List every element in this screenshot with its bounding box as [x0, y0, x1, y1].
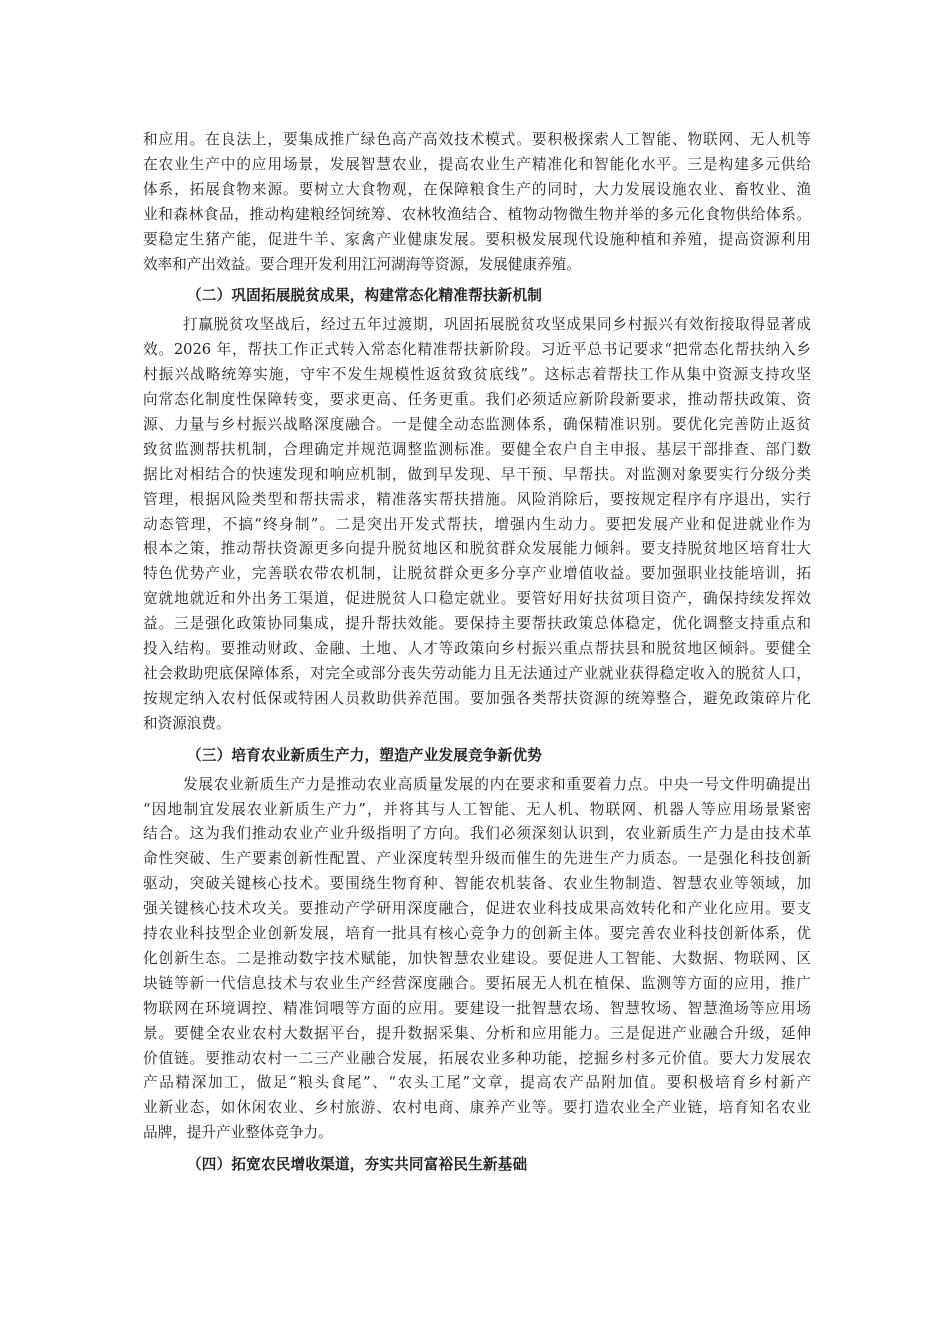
- paragraph-line: 效率和产出效益。要合理开发利用江河湖海等资源，发展健康养殖。: [143, 256, 581, 273]
- paragraph-line: 驱动，突破关键核心技术。要围绕生物育种、智能农机装备、农业生物制造、智慧农业等领域，加: [143, 875, 811, 892]
- paragraph-line: 价值链。要推动农村一二三产业融合发展，拓展农业多种功能，挖掘乡村多元价值。要大力发展农: [143, 1050, 811, 1067]
- paragraph-line: 强关键核心技术攻关。要推动产学研用深度融合，促进农业科技成果高效转化和产业化应用。要支: [143, 900, 811, 917]
- paragraph-line: 命性突破、生产要素创新性配置、产业深度转型升级而催生的先进生产力质态。一是强化科技创新: [143, 850, 811, 867]
- paragraph-line: “因地制宜发展农业新质生产力”，并将其与人工智能、无人机、物联网、机器人等应用场景紧密: [143, 801, 811, 818]
- paragraph-line: 向常态化制度性保障转变，要求更高、任务更重。我们必须适应新阶段新要求，推动帮扶政策、资: [143, 391, 811, 408]
- paragraph-line: 持农业科技型企业创新发展，培育一批具有核心竞争力的创新主体。要完善农业科技创新体系，优: [143, 925, 811, 942]
- paragraph-line: 根本之策，推动帮扶资源更多向提升脱贫地区和脱贫群众发展能力倾斜。要支持脱贫地区培育壮大: [143, 540, 811, 557]
- paragraph-line: 村振兴战略统筹实施，守牢不发生规模性返贫致贫底线”。这标志着帮扶工作从集中资源支持攻坚: [143, 366, 811, 383]
- paragraph-line: 按规定纳入农村低保或特困人员救助供养范围。要加强各类帮扶资源的统筹整合，避免政策碎片化: [143, 690, 811, 707]
- paragraph-line: 业新业态，如休闲农业、乡村旅游、农村电商、康养产业等。要打造农业全产业链，培育知名农业: [143, 1099, 811, 1116]
- section-heading: （二）巩固拓展脱贫成果，构建常态化精准帮扶新机制: [187, 287, 543, 304]
- paragraph-line: 产品精深加工，做足“粮头食尾”、“农头工尾”文章，提高农产品附加值。要积极培育乡村新产: [143, 1074, 811, 1091]
- section-heading: （四）拓宽农民增收渠道，夯实共同富裕民生新基础: [187, 1156, 528, 1173]
- paragraph-line: 和资源浪费。: [143, 715, 231, 732]
- paragraph-line: 体系，拓展食物来源。要树立大食物观，在保障粮食生产的同时，大力发展设施农业、畜牧业、渔: [143, 181, 811, 198]
- paragraph-line: 效。2026 年，帮扶工作正式转入常态化精准帮扶新阶段。习近平总书记要求“把常态化帮扶纳入乡: [143, 341, 811, 358]
- paragraph-line: 发展农业新质生产力是推动农业高质量发展的内在要求和重要着力点。中央一号文件明确提出: [183, 776, 811, 793]
- paragraph-line: 和应用。在良法上，要集成推广绿色高产高效技术模式。要积极探索人工智能、物联网、无人机等: [143, 131, 811, 148]
- paragraph-line: 动态管理，不搞“终身制”。二是突出开发式帮扶，增强内生动力。要把发展产业和促进就业作为: [143, 516, 811, 533]
- paragraph-line: 社会救助兜底保障体系，对完全或部分丧失劳动能力且无法通过产业就业获得稳定收入的脱贫人口，: [143, 665, 811, 682]
- section-heading: （三）培育农业新质生产力，塑造产业发展竞争新优势: [187, 747, 543, 764]
- paragraph-line: 投入结构。要推动财政、金融、土地、人才等政策向乡村振兴重点帮扶县和脱贫地区倾斜。要健全: [143, 640, 811, 657]
- paragraph-line: 化创新生态。二是推动数字技术赋能，加快智慧农业建设。要促进人工智能、大数据、物联网、区: [143, 950, 811, 967]
- paragraph-line: 品牌，提升产业整体竞争力。: [143, 1124, 333, 1141]
- paragraph-line: 据比对相结合的快速发现和响应机制，做到早发现、早干预、早帮扶。对监测对象要实行分级分类: [143, 466, 811, 483]
- paragraph-line: 要稳定生猪产能，促进牛羊、家禽产业健康发展。要积极发展现代设施种植和养殖，提高资源利用: [143, 231, 811, 248]
- paragraph-line: 景。要健全农业农村大数据平台，提升数据采集、分析和应用能力。三是促进产业融合升级，延伸: [143, 1025, 811, 1042]
- paragraph-line: 宽就地就近和外出务工渠道，促进脱贫人口稳定就业。要管好用好扶贫项目资产，确保持续发挥效: [143, 590, 811, 607]
- paragraph-line: 物联网在环境调控、精准饲喂等方面的应用。要建设一批智慧农场、智慧牧场、智慧渔场等应用场: [143, 1000, 811, 1017]
- paragraph-line: 源、力量与乡村振兴战略深度融合。一是健全动态监测体系，确保精准识别。要优化完善防止返贫: [143, 416, 811, 433]
- paragraph-line: 特色优势产业，完善联农带农机制，让脱贫群众更多分享产业增值收益。要加强职业技能培训，拓: [143, 565, 811, 582]
- paragraph-line: 打赢脱贫攻坚战后，经过五年过渡期，巩固拓展脱贫攻坚成果同乡村振兴有效衔接取得显著成: [183, 316, 811, 333]
- paragraph-line: 结合。这为我们推动农业产业升级指明了方向。我们必须深刻认识到，农业新质生产力是由技术革: [143, 825, 811, 842]
- paragraph-line: 业和森林食品，推动构建粮经饲统筹、农林牧渔结合、植物动物微生物并举的多元化食物供给体系。: [143, 206, 811, 223]
- paragraph-line: 益。三是强化政策协同集成，提升帮扶效能。要保持主要帮扶政策总体稳定，优化调整支持重点和: [143, 615, 811, 632]
- paragraph-line: 致贫监测帮扶机制，合理确定并规范调整监测标准。要健全农户自主申报、基层干部排查、部门数: [143, 441, 811, 458]
- paragraph-line: 管理，根据风险类型和帮扶需求，精准落实帮扶措施。风险消除后，要按规定程序有序退出，实行: [143, 491, 811, 508]
- paragraph-line: 块链等新一代信息技术与农业生产经营深度融合。要拓展无人机在植保、监测等方面的应用，推广: [143, 975, 811, 992]
- paragraph-line: 在农业生产中的应用场景，发展智慧农业，提高农业生产精准化和智能化水平。三是构建多元供给: [143, 156, 811, 173]
